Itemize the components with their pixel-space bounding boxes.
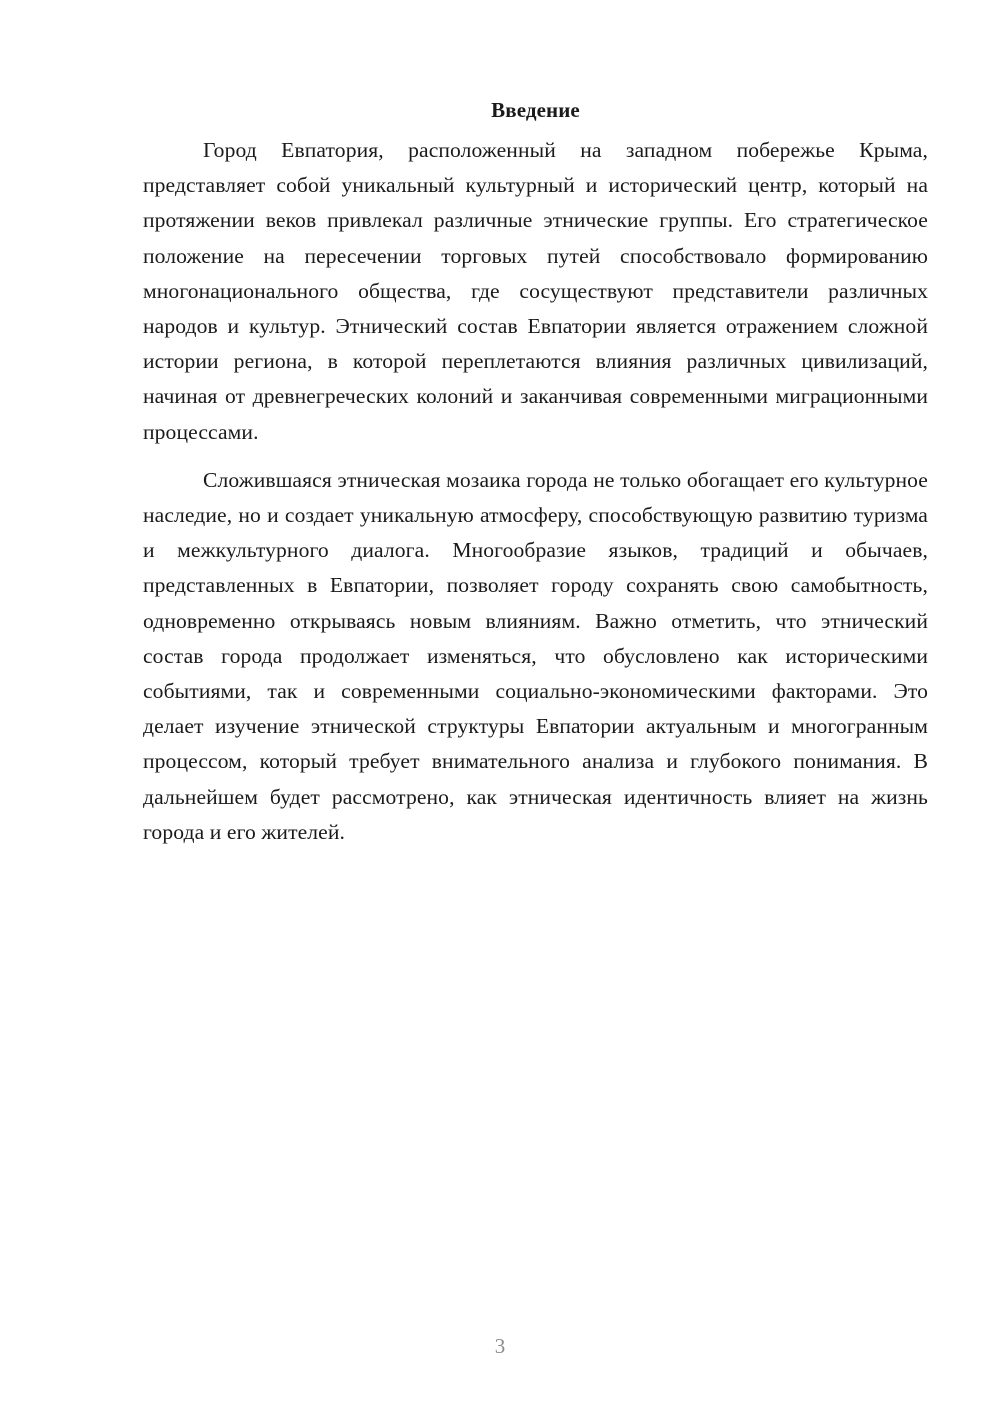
section-heading: Введение [491, 98, 580, 122]
page-content [143, 96, 928, 850]
page-number: 3 [494, 1334, 506, 1358]
paragraph-1: Город Евпатория, расположенный на западном побережье Крыма, представляет собой уникальный культурный и исторический центр, который на протяжении веков привлекал различные этнические группы. Его стратегическое положение на пересечении торговых путей способствовало формированию многонационального общества, где сосуществуют представители различных народов и культур. Этнический состав Евпатории является отражением сложной истории региона, в которой переплетаются влияния различных цивилизаций, начиная от древнегреческих колоний и заканчивая современными миграционными процессами. [143, 138, 928, 444]
paragraph-2: Сложившаяся этническая мозаика города не только обогащает его культурное наследие, но и создает уникальную атмосферу, способствующую развитию туризма и межкультурного диалога. Многообразие языков, традиций и обычаев, представленных в Евпатории, позволяет городу сохранять свою самобытность, одновременно открываясь новым влияниям. Важно отметить, что этнический состав города продолжает изменяться, что обусловлено как историческими событиями, так и современными социально-экономическими факторами. Это делает изучение этнической структуры Евпатории актуальным и многогранным процессом, который требует внимательного анализа и глубокого понимания. В дальнейшем будет рассмотрено, как этническая идентичность влияет на жизнь города и его жителей. [143, 467, 928, 844]
